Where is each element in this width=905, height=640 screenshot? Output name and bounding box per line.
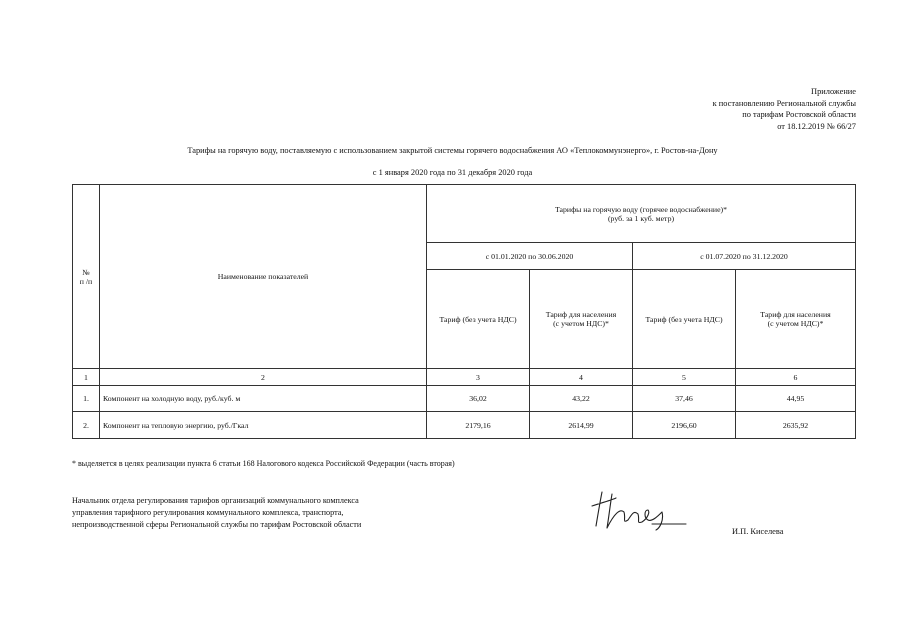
header-period-1 — [427, 243, 633, 270]
column-number: 3 — [427, 369, 530, 386]
header-period-1-label: с 01.01.2020 по 30.06.2020 — [485, 251, 574, 261]
header-tariff-population-2 — [736, 270, 856, 369]
column-number: 6 — [736, 369, 856, 386]
row-value: 36,02 — [427, 386, 530, 412]
row-value: 2179,16 — [427, 412, 530, 439]
table-row — [73, 412, 856, 439]
header-name-label: Наименование показателей — [217, 272, 309, 281]
column-number: 5 — [633, 369, 736, 386]
row-value: 2614,99 — [530, 412, 633, 439]
row-name: Компонент на холодную воду, руб./куб. м — [100, 386, 427, 412]
row-number: 1. — [73, 386, 100, 412]
header-name — [100, 185, 427, 369]
appendix-line: к постановлению Региональной службы — [712, 98, 856, 108]
row-value: 44,95 — [736, 386, 856, 412]
header-number — [73, 185, 100, 369]
signer-position-line: Начальник отдела регулирования тарифов организаций коммунального комплекса — [72, 496, 359, 505]
header-tariff-group-title: Тарифы на горячую воду (горячее водоснабжение)* — [554, 204, 728, 214]
column-number: 1 — [73, 369, 100, 386]
row-value: 2196,60 — [633, 412, 736, 439]
document-period: с 1 января 2020 года по 31 декабря 2020 года — [372, 168, 533, 177]
row-value: 43,22 — [530, 386, 633, 412]
table-row — [73, 386, 856, 412]
header-tariff-population-vat: (с учетом НДС)* — [767, 319, 824, 328]
header-tariff-group — [427, 185, 856, 243]
signer-position-line: непроизводственной сферы Региональной службы по тарифам Ростовской области — [72, 520, 362, 529]
tariff-table — [72, 184, 856, 439]
header-tariff-no-vat-label: Тариф (без учета НДС) — [439, 314, 517, 324]
row-number: 2. — [73, 412, 100, 439]
column-number: 4 — [530, 369, 633, 386]
column-number-row — [73, 369, 856, 386]
appendix-header — [713, 86, 856, 132]
appendix-line: от 18.12.2019 № 66/27 — [777, 121, 856, 131]
row-value: 37,46 — [633, 386, 736, 412]
header-tariff-population-label: Тариф для населения — [760, 310, 831, 319]
signer-position — [72, 495, 361, 531]
column-number: 2 — [100, 369, 427, 386]
header-period-2 — [633, 243, 856, 270]
appendix-line: по тарифам Ростовской области — [742, 110, 856, 120]
row-value: 2635,92 — [736, 412, 856, 439]
handwritten-signature — [582, 484, 692, 534]
footnote: * выделяется в целях реализации пункта 6 статьи 168 Налогового кодекса Российской Федерации (часть вторая) — [72, 459, 455, 468]
header-tariff-population-label: Тариф для населения — [545, 310, 617, 319]
header-tariff-no-vat-label: Тариф (без учета НДС) — [645, 314, 723, 324]
header-tariff-no-vat-2 — [633, 270, 736, 369]
header-tariff-population-vat: (с учетом НДС)* — [553, 319, 609, 328]
row-name: Компонент на тепловую энергию, руб./Гкал — [100, 412, 427, 439]
document-title: Тарифы на горячую воду, поставляемую с использованием закрытой системы горячего водоснабжения АО «Теплокоммунэнерго», г. Ростов-на-Дону — [187, 146, 718, 155]
header-tariff-group-unit: (руб. за 1 куб. метр) — [607, 213, 675, 223]
header-tariff-no-vat-1 — [427, 270, 530, 369]
header-tariff-population-1 — [530, 270, 633, 369]
signer-name: И.П. Киселева — [732, 527, 784, 536]
header-number-label: № п /п — [79, 267, 93, 286]
appendix-line: Приложение — [811, 87, 856, 96]
header-period-2-label: с 01.07.2020 по 31.12.2020 — [700, 251, 788, 261]
signer-position-line: управления тарифного регулирования коммунального комплекса, транспорта, — [72, 508, 344, 517]
